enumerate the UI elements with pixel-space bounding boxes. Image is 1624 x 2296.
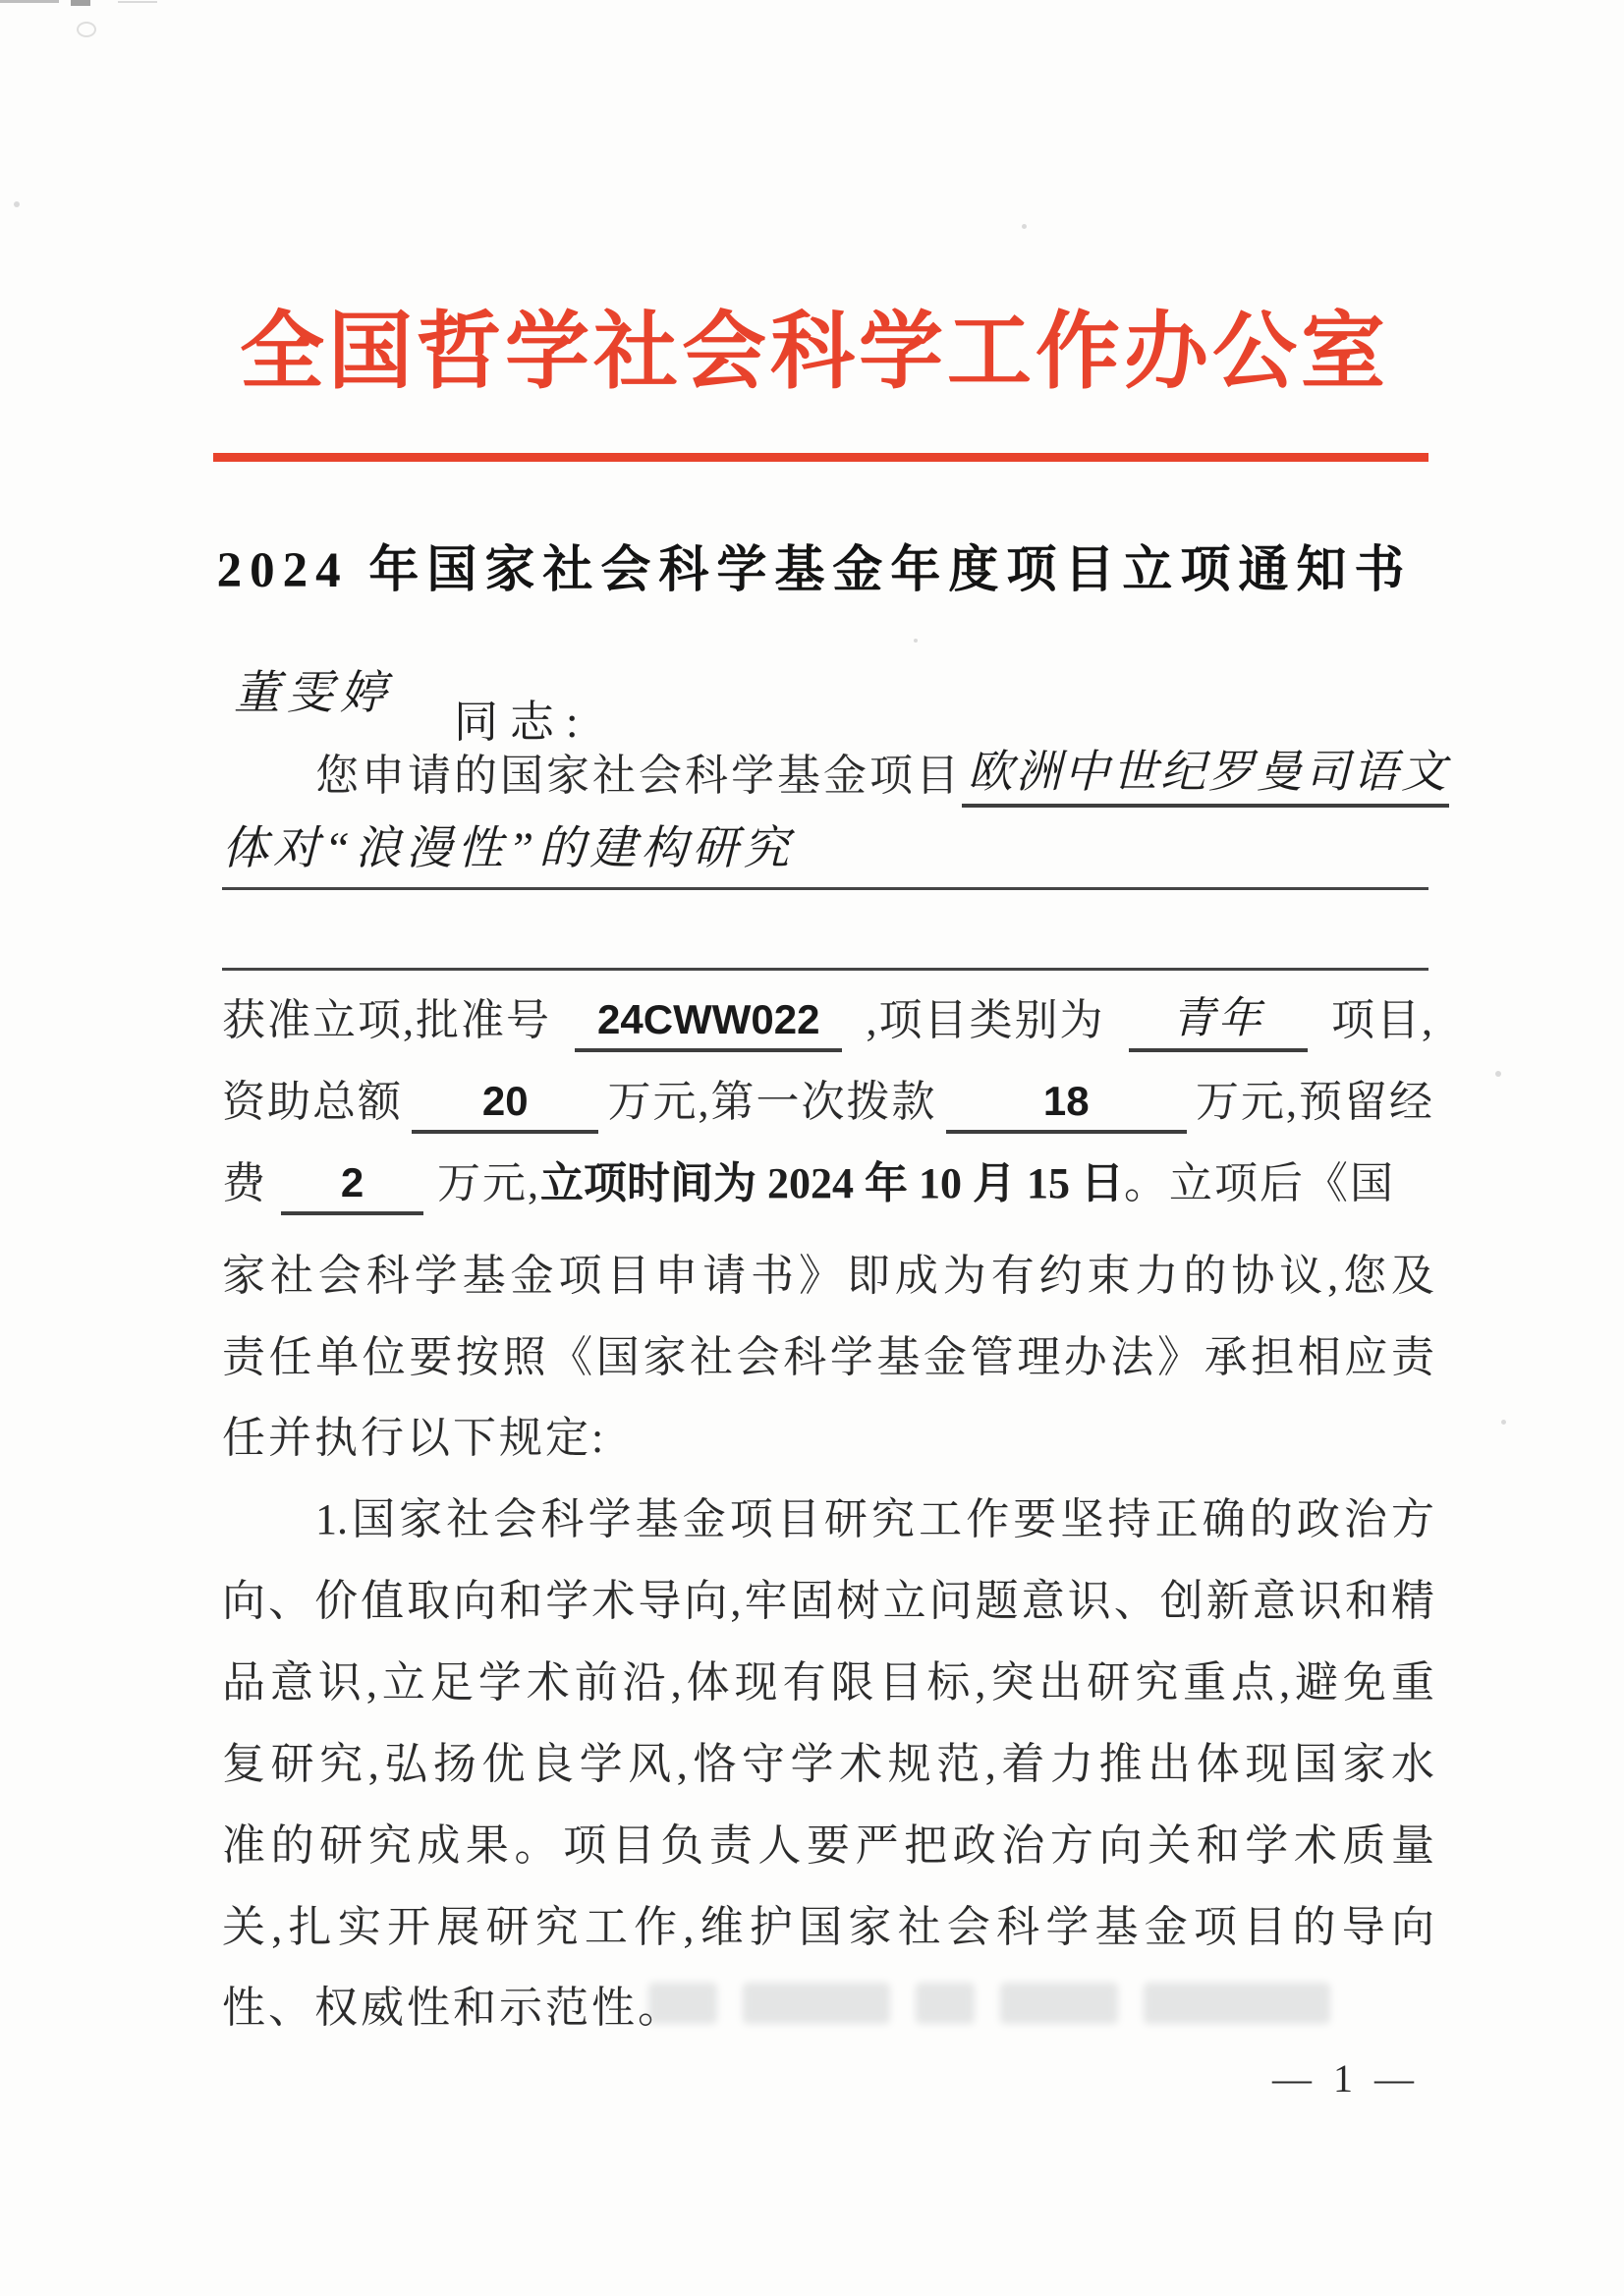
rule-line: 1.国家社会科学基金项目研究工作要坚持正确的政治方 [315,1495,1434,1543]
scan-speck [77,22,96,37]
scan-speck [914,639,918,643]
approval-seg: 万元,第一次拨款 [607,1078,937,1126]
intro-line [222,746,1449,808]
rule-line: 品意识,立足学术前沿,体现有限目标,突出研究重点,避免重 [222,1658,1434,1707]
scan-edge-artifact [118,1,157,3]
approval-seg: ,项目类别为 [866,996,1105,1044]
blank-fill-line [222,912,1428,971]
scan-edge-artifact [0,0,59,3]
body-line: 任并执行以下规定: [222,1414,607,1462]
scan-speck [14,201,20,207]
approval-line-3 [222,1158,1434,1215]
approval-line-2 [222,1077,1434,1134]
comrade-label: 同志: [454,698,590,747]
category-fill: 青年 [1129,991,1308,1052]
reserved-fund-fill: 2 [281,1157,423,1216]
approval-line-1 [222,994,1434,1052]
body-line: 责任单位要按照《国家社会科学基金管理办法》承担相应责 [222,1333,1434,1381]
org-name-header: 全国哲学社会科学工作办公室 [240,305,1389,399]
first-payment-fill: 18 [946,1076,1187,1135]
recipient-name: 董雯婷 [234,668,393,719]
rule-line: 复研究,弘扬优良学风,恪守学术规范,着力推出体现国家水 [222,1740,1434,1788]
scan-speck [1022,224,1027,229]
rule-line: 准的研究成果。项目负责人要严把政治方向关和学术质量 [222,1821,1434,1870]
approval-seg: 万元,预留经 [1196,1078,1434,1126]
approval-seg: 。立项后《国 [1124,1159,1395,1207]
grant-number-fill: 24CWW022 [575,994,842,1053]
approval-seg: 万元, [437,1159,540,1207]
scan-speck [1495,1071,1501,1077]
red-divider-rule [213,453,1428,462]
approval-seg: 获准立项,批准号 [222,996,551,1044]
document-title: 2024 年国家社会科学基金年度项目立项通知书 [216,543,1413,598]
approval-seg: 费 [222,1159,267,1207]
intro-prefix: 您申请的国家社会科学基金项目 [315,752,962,800]
approval-seg: 项目, [1331,996,1434,1044]
project-title-fill-line1: 欧洲中世纪罗曼司语文 [962,744,1449,809]
project-title-fill-line2: 体对“浪漫性”的建构研究 [222,828,1428,890]
rule-line: 向、价值取向和学术导向,牢固树立问题意识、创新意识和精 [222,1577,1434,1625]
bleed-through-artifact [648,1983,1330,2024]
rule-line: 关,扎实开展研究工作,维护国家社会科学基金项目的导向 [222,1903,1434,1951]
approval-date-bold: 立项时间为 2024 年 10 月 15 日 [540,1159,1124,1207]
scan-edge-artifact [71,0,90,6]
rule-line: 性、权威性和示范性。 [222,1984,684,2032]
body-line: 家社会科学基金项目申请书》即成为有约束力的协议,您及 [222,1252,1434,1300]
total-amount-fill: 20 [412,1076,598,1135]
page-number: — 1 — [1272,2056,1420,2100]
scan-speck [1501,1420,1506,1425]
approval-seg: 资助总额 [222,1078,403,1126]
